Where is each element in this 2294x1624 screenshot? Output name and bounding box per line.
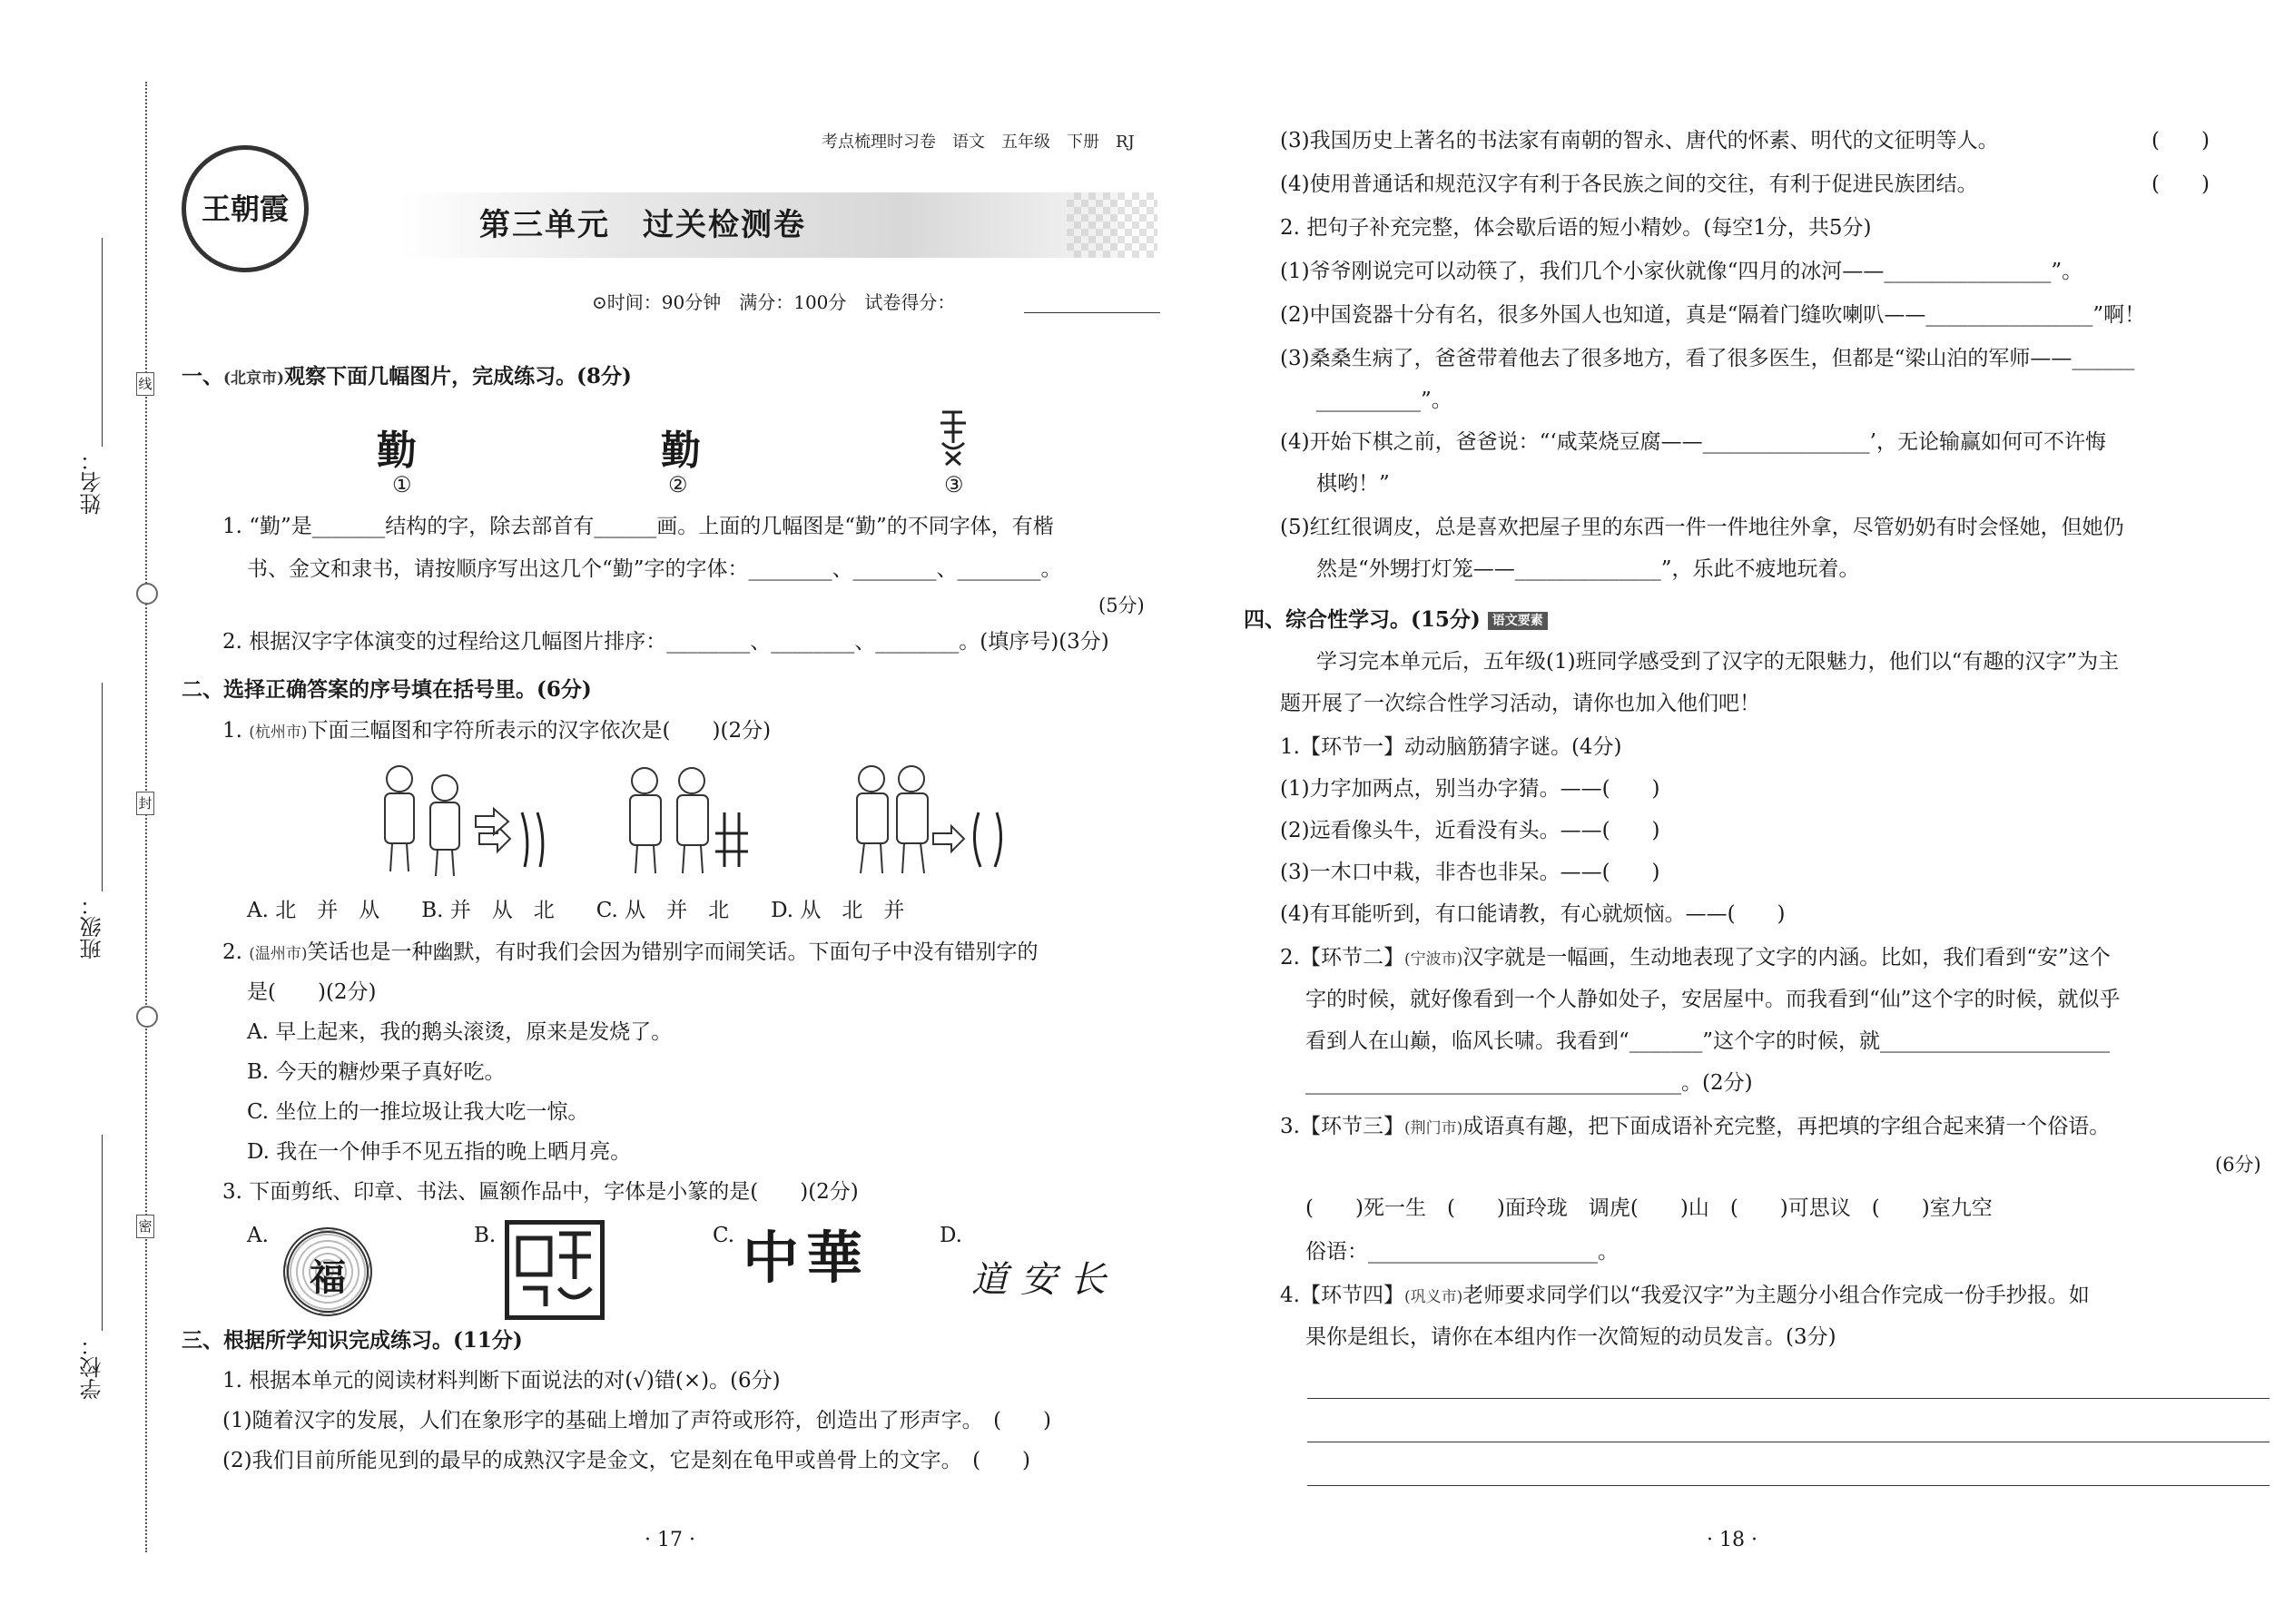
- s2-q2-text: 笑话也是一种幽默，有时我们会因为错别字而闹笑话。下面句子中没有错别字的: [307, 940, 1039, 964]
- s4-h2-num: 2.【环节二】: [1280, 946, 1404, 969]
- glyph-num-1: ①: [392, 472, 412, 497]
- s4-h4-text: 老师要求同学们以“我爱汉字”为主题分小组合作完成一份手抄报。如: [1462, 1284, 2090, 1307]
- r-q2-5b: 然是“外甥打灯笼——______________”，乐此不疲地玩着。: [1316, 557, 1860, 581]
- binding-hole-icon: [136, 1006, 158, 1028]
- ancient-char-bei: [974, 812, 1000, 867]
- s4-h1: 1.【环节一】动动脑筋猜字谜。(4分): [1280, 735, 1622, 759]
- r-q2-4b: 棋哟！”: [1316, 472, 1390, 496]
- section-4-heading: [1244, 606, 1548, 634]
- s4-h2-city: (宁波市): [1403, 950, 1463, 969]
- s4-h4-city: (巩义市): [1403, 1288, 1463, 1306]
- arrow-icon: [933, 826, 964, 851]
- s4-h4-num: 4.【环节四】: [1280, 1284, 1404, 1307]
- seal-stamp-image: [505, 1220, 605, 1320]
- r-item-4: (4)使用普通话和规范汉字有利于各民族之间的交往，有利于促进民族团结。: [1280, 172, 1978, 196]
- calligraphy-image: 中華: [743, 1225, 871, 1291]
- s3-q1-item-1: (1)随着汉字的发展，人们在象形字的基础上增加了声符或形符，创造出了形声字。 ( ): [222, 1409, 1052, 1432]
- r-q2-4a: (4)开始下棋之前，爸爸说：“‘咸菜烧豆腐——________________’，无论输赢如何可不许悔: [1280, 430, 2106, 454]
- s4-h2-line3: 看到人在山巅，临风长啸。我看到“_______”这个字的时候，就______________________: [1305, 1029, 2111, 1053]
- arrow-icon: [472, 803, 527, 840]
- r-item-3-paren: ( ): [2151, 129, 2210, 153]
- s4-h3-text: 成语真有趣，把下面成语补充完整，再把填的字组合起来猜一个俗语。: [1462, 1115, 2111, 1138]
- s4-h2-line2: 字的时候，就好像看到一个人静如处子，安居屋中。而我看到“仙”这个字的时候，就似乎: [1305, 988, 2121, 1011]
- s4-intro-1: 学习完本单元后，五年级(1)班同学感受到了汉字的无限魅力，他们以“有趣的汉字”为主: [1316, 650, 2120, 674]
- glyph-num-3: ③: [944, 472, 964, 497]
- s1-q1-score: (5分): [1098, 595, 1145, 616]
- section-1-text: 观察下面几幅图片，完成练习。(8分): [284, 364, 632, 389]
- glyph-num-2: ②: [668, 472, 688, 497]
- glyph-kaishu: 勤: [377, 428, 417, 474]
- s4-h3: [1280, 1113, 2110, 1142]
- papercut-fu-image: [283, 1227, 372, 1316]
- right-page: [1171, 0, 2294, 1624]
- s2-q3-label-a: A.: [247, 1224, 269, 1247]
- s4-h2-line4: ____________________________________。(2分): [1305, 1071, 1753, 1095]
- brand-logo-text: 王朝霞: [201, 192, 289, 226]
- s3-q1: 1. 根据本单元的阅读材料判断下面说法的对(√)错(×)。(6分): [222, 1369, 781, 1393]
- s2-q1-illustrations: [345, 753, 1144, 890]
- s2-q2-option-c: C. 坐位上的一推垃圾让我大吃一惊。: [247, 1100, 589, 1124]
- r-q2-1: (1)爷爷刚说完可以动筷了，我们几个小家伙就像“四月的冰河——________________”。: [1280, 260, 2083, 283]
- title-checker-decoration: [1067, 192, 1157, 258]
- s2-q1-text: 下面三幅图和字符所表示的汉字依次是( )(2分): [307, 719, 772, 743]
- binding-hole-icon: [136, 583, 158, 605]
- ancient-char-bing: [715, 812, 748, 867]
- r-q2-3a: (3)桑桑生病了，爸爸带着他去了很多地方，看了很多医生，但都是“梁山泊的军师——______: [1280, 347, 2135, 370]
- s4-h4: [1280, 1282, 2090, 1311]
- figures-bing-icon: [630, 768, 708, 873]
- section-3-heading: 三、根据所学知识完成练习。(11分): [182, 1328, 523, 1353]
- name-label: 姓名：: [80, 449, 105, 515]
- s2-q2-city: (温州市): [249, 945, 308, 963]
- section-1-num: 一、: [182, 364, 223, 389]
- s4-h3-city: (荆门市): [1403, 1119, 1463, 1137]
- r-q2-5a: (5)红红很调皮，总是喜欢把屋子里的东西一件一件地往外拿，尽管奶奶有时会怪她，但她仍: [1280, 516, 2124, 539]
- answer-line-3[interactable]: [1307, 1485, 2269, 1486]
- r-item-3: (3)我国历史上著名的书法家有南朝的智永、唐代的怀素、明代的文征明等人。: [1280, 129, 1999, 153]
- s4-h2: [1280, 944, 2111, 973]
- r-item-4-paren: ( ): [2151, 172, 2210, 196]
- s2-q1-num: 1.: [222, 719, 250, 743]
- papercut-fu-char: 福: [310, 1256, 346, 1299]
- school-field[interactable]: [102, 1135, 103, 1331]
- s2-q1-options: A. 北 并 从 B. 并 从 北 C. 从 并 北 D. 从 北 并: [247, 899, 905, 922]
- s4-intro-2: 题开展了一次综合性学习活动，请你也加入他们吧！: [1280, 692, 1760, 715]
- plaque-image: 道安长: [971, 1259, 1118, 1301]
- s4-h3-num: 3.【环节三】: [1280, 1115, 1404, 1138]
- class-field[interactable]: [102, 683, 103, 891]
- s2-q3: 3. 下面剪纸、印章、书法、匾额作品中，字体是小篆的是( )(2分): [222, 1180, 859, 1204]
- class-label: 班级：: [80, 894, 105, 960]
- score-blank[interactable]: [1024, 312, 1160, 313]
- s4-h3-idioms: ( )死一生 ( )面玲珑 调虎( )山 ( )可思议 ( )室九空: [1305, 1196, 1993, 1220]
- s4-h1-4: (4)有耳能听到，有口能请教，有心就烦恼。——( ): [1280, 902, 1786, 926]
- binding-dotted-line: [145, 82, 147, 1552]
- series-header: 考点梳理时习卷 语文 五年级 下册 RJ: [822, 133, 1135, 152]
- exam-meta-text: 时间：90分钟 满分：100分 试卷得分：: [606, 291, 956, 313]
- s1-q1-line2: 书、金文和隶书，请按顺序写出这几个“勤”字的字体：________、________、________。: [247, 557, 1062, 581]
- s3-q1-item-2: (2)我们目前所能见到的最早的成熟汉字是金文，它是刻在龟甲或兽骨上的文字。 ( ): [222, 1449, 1031, 1472]
- page-number-left: · 17 ·: [645, 1529, 695, 1551]
- figures-cong-icon: [385, 766, 459, 876]
- s4-h1-1: (1)力字加两点，别当办字猜。——( ): [1280, 777, 1660, 801]
- glyph-lishu: 勤: [661, 428, 701, 474]
- school-label: 学校：: [80, 1334, 105, 1400]
- glyph-jinwen: [935, 407, 971, 470]
- seal-char-xian: 线: [136, 372, 154, 396]
- section-4-text: 四、综合性学习。(15分): [1244, 607, 1481, 632]
- figures-bei-icon: [857, 766, 928, 873]
- page-number-right: · 18 ·: [1707, 1529, 1757, 1551]
- s1-q1-line1: 1. “勤”是_______结构的字，除去部首有______画。上面的几幅图是“勤”的不同字体，有楷: [222, 515, 1054, 538]
- s2-q3-label-c: C.: [713, 1224, 735, 1247]
- section-1-city: (北京市): [223, 369, 285, 388]
- r-q2-3b: __________”。: [1316, 389, 1452, 412]
- r-q2-2: (2)中国瓷器十分有名，很多外国人也知道，真是“隔着门缝吹喇叭——________________”啊！: [1280, 303, 2146, 327]
- s4-h1-2: (2)远看像头牛，近看没有头。——( ): [1280, 819, 1660, 842]
- section-2-heading: 二、选择正确答案的序号填在括号里。(6分): [182, 677, 592, 702]
- s4-h4-line2: 果你是组长，请你在本组内作一次简短的动员发言。(3分): [1305, 1325, 1836, 1349]
- s2-q3-label-d: D.: [940, 1224, 962, 1247]
- s2-q1-city: (杭州市): [249, 723, 308, 742]
- answer-line-1[interactable]: [1307, 1398, 2269, 1399]
- s1-q2: 2. 根据汉字字体演变的过程给这几幅图片排序：________、________、________。(填序号)(3分): [222, 630, 1109, 654]
- s2-q3-label-b: B.: [474, 1224, 497, 1247]
- s2-q2-option-a: A. 早上起来，我的鹅头滚烫，原来是发烧了。: [247, 1020, 673, 1044]
- s2-q2: [222, 939, 1039, 968]
- s2-q1: [222, 717, 771, 746]
- s4-h3-score: (6分): [2215, 1154, 2261, 1176]
- brand-logo: [182, 145, 309, 272]
- s2-q2-line2: 是( )(2分): [247, 980, 377, 1004]
- s2-q2-option-d: D. 我在一个伸手不见五指的晚上晒月亮。: [247, 1140, 632, 1164]
- s4-h1-3: (3)一木口中栽，非杏也非呆。——( ): [1280, 861, 1660, 884]
- r-q2: 2. 把句子补充完整，体会歇后语的短小精妙。(每空1分，共5分): [1280, 216, 1872, 240]
- exam-meta: [592, 289, 955, 316]
- page-title: 第三单元 过关检测卷: [479, 207, 806, 243]
- section-1-heading: [182, 363, 632, 392]
- s4-h3-saying: 俗语：______________________。: [1305, 1240, 1619, 1264]
- seal-char-mi: 密: [136, 1215, 154, 1238]
- s4-h2-text: 汉字就是一幅画，生动地表现了文字的内涵。比如，我们看到“安”这个: [1462, 946, 2111, 969]
- clock-icon: ⊙: [592, 291, 607, 313]
- section-4-tag: 语文要素: [1488, 612, 1548, 630]
- seal-char-feng: 封: [136, 792, 154, 815]
- s2-q2-option-b: B. 今天的糖炒栗子真好吃。: [247, 1060, 506, 1084]
- name-field[interactable]: [102, 238, 103, 447]
- s2-q2-num: 2.: [222, 940, 250, 964]
